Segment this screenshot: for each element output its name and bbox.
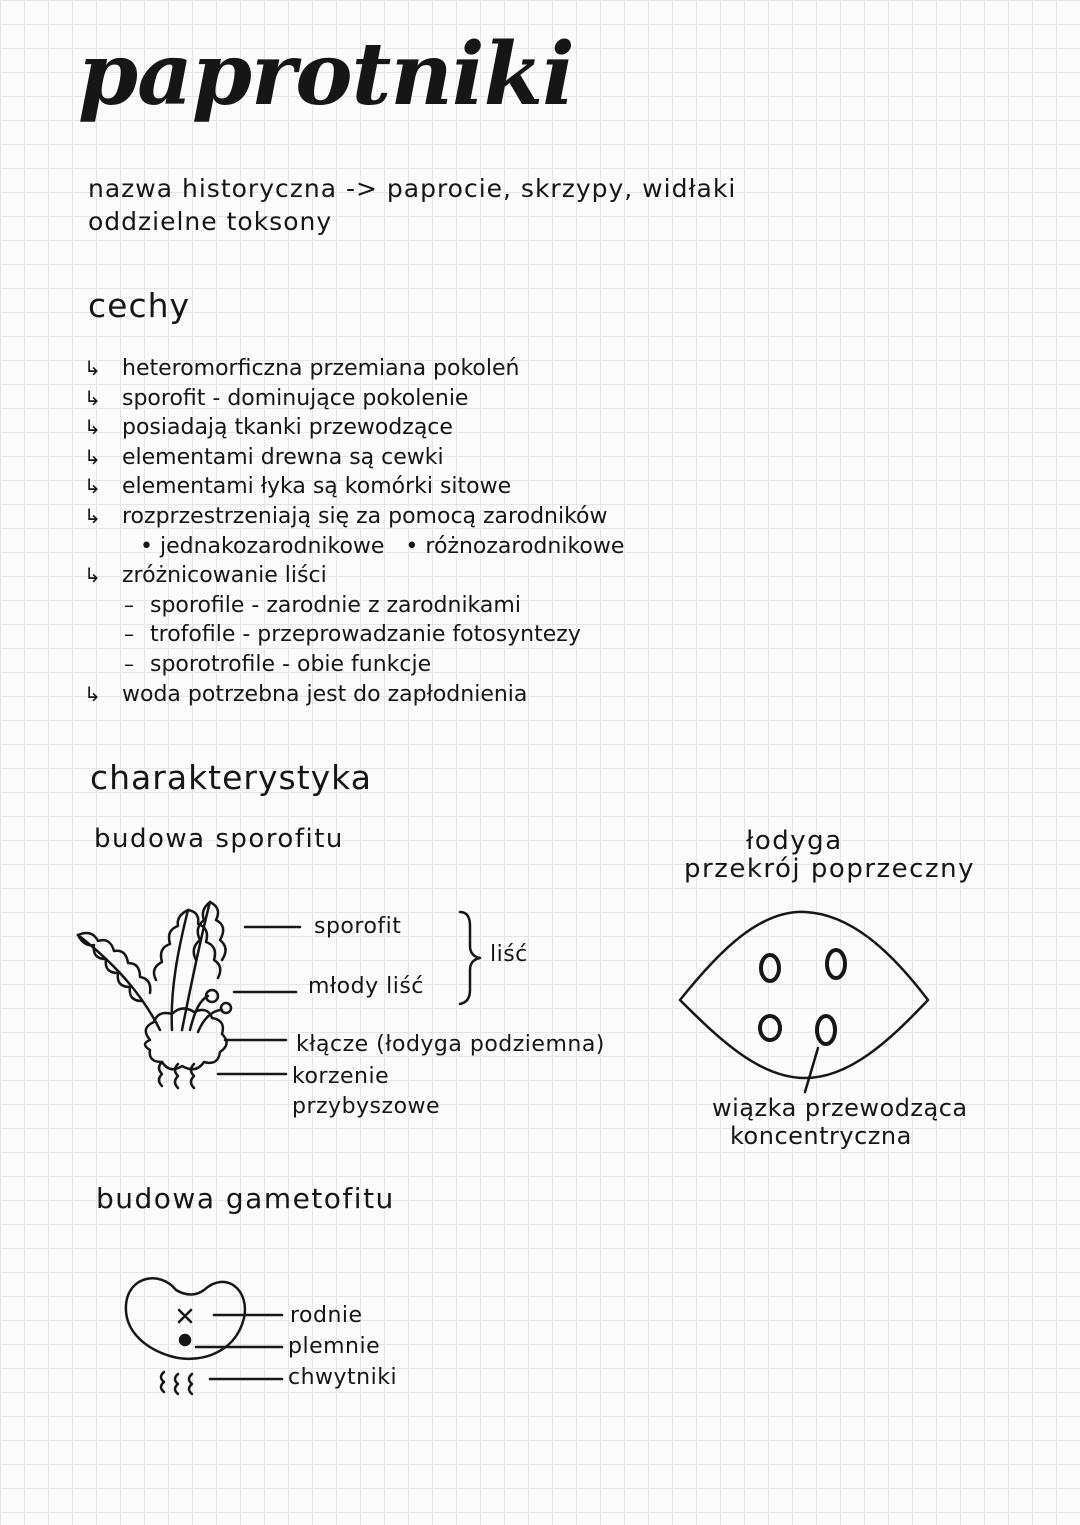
intro-line-2: oddzielne toksony xyxy=(88,207,333,236)
gametophyte-drawing xyxy=(126,1278,282,1394)
label-rodnie: rodnie xyxy=(290,1303,363,1328)
label-roots-2: przybyszowe xyxy=(292,1094,441,1119)
list-item: ↳ sporofit - dominujące pokolenie xyxy=(84,384,624,414)
list-item: ↳ zróżnicowanie liści xyxy=(84,561,624,591)
list-item: ↳ woda potrzebna jest do zapłodnienia xyxy=(84,680,624,710)
page-title: paprotniki xyxy=(78,24,574,125)
spore-type: jednakozarodnikowe xyxy=(159,533,385,559)
spore-types-row: • jednakozarodnikowe • różnozarodnikowe xyxy=(140,533,625,559)
features-heading: cechy xyxy=(88,286,191,325)
list-item: ↳ rozprzestrzeniają się za pomocą zarodników xyxy=(84,502,624,532)
arrow-icon: ↳ xyxy=(84,474,101,499)
list-item: ↳ posiadają tkanki przewodzące xyxy=(84,413,624,443)
stem-title-2: przekrój poprzeczny xyxy=(684,854,975,884)
list-item: ↳ elementami drewna są cewki xyxy=(84,443,624,473)
list-item: ↳ elementami łyka są komórki sitowe xyxy=(84,472,624,502)
leaf-type: – trofofile - przeprowadzanie fotosyntezy xyxy=(124,622,581,648)
arrow-icon: ↳ xyxy=(84,356,101,380)
label-rhizome: kłącze (łodyga podziemna) xyxy=(296,1032,605,1057)
list-item: ↳ heteromorficzna przemiana pokoleń xyxy=(84,354,624,384)
spore-type: różnozarodnikowe xyxy=(425,533,625,559)
arrow-icon: ↳ xyxy=(84,415,101,440)
label-bundle-2: koncentryczna xyxy=(730,1122,912,1150)
characteristics-heading: charakterystyka xyxy=(90,758,372,797)
arrow-icon: ↳ xyxy=(84,444,101,469)
label-bundle-1: wiązka przewodząca xyxy=(712,1094,968,1122)
label-chwytniki: chwytniki xyxy=(288,1365,398,1390)
stem-title-1: łodyga xyxy=(746,826,843,856)
intro-line-1: nazwa historyczna -> paprocie, skrzypy, widłaki xyxy=(88,174,737,203)
arrow-icon: ↳ xyxy=(84,385,101,410)
label-sporofit: sporofit xyxy=(314,914,402,939)
stem-cross-section xyxy=(680,912,928,1092)
label-roots-1: korzenie xyxy=(292,1064,390,1089)
label-plemnie: plemnie xyxy=(288,1334,381,1359)
sporophyte-heading: budowa sporofitu xyxy=(94,824,344,854)
label-young-leaf: młody liść xyxy=(308,974,424,999)
leaf-type: – sporofile - zarodnie z zarodnikami xyxy=(124,592,521,618)
arrow-icon: ↳ xyxy=(84,563,101,588)
label-leaf-group: liść xyxy=(490,942,528,967)
leaf-type: – sporotrofile - obie funkcje xyxy=(124,651,432,677)
gametophyte-heading: budowa gametofitu xyxy=(96,1182,395,1215)
arrow-icon: ↳ xyxy=(84,503,101,528)
arrow-icon: ↳ xyxy=(84,681,101,706)
